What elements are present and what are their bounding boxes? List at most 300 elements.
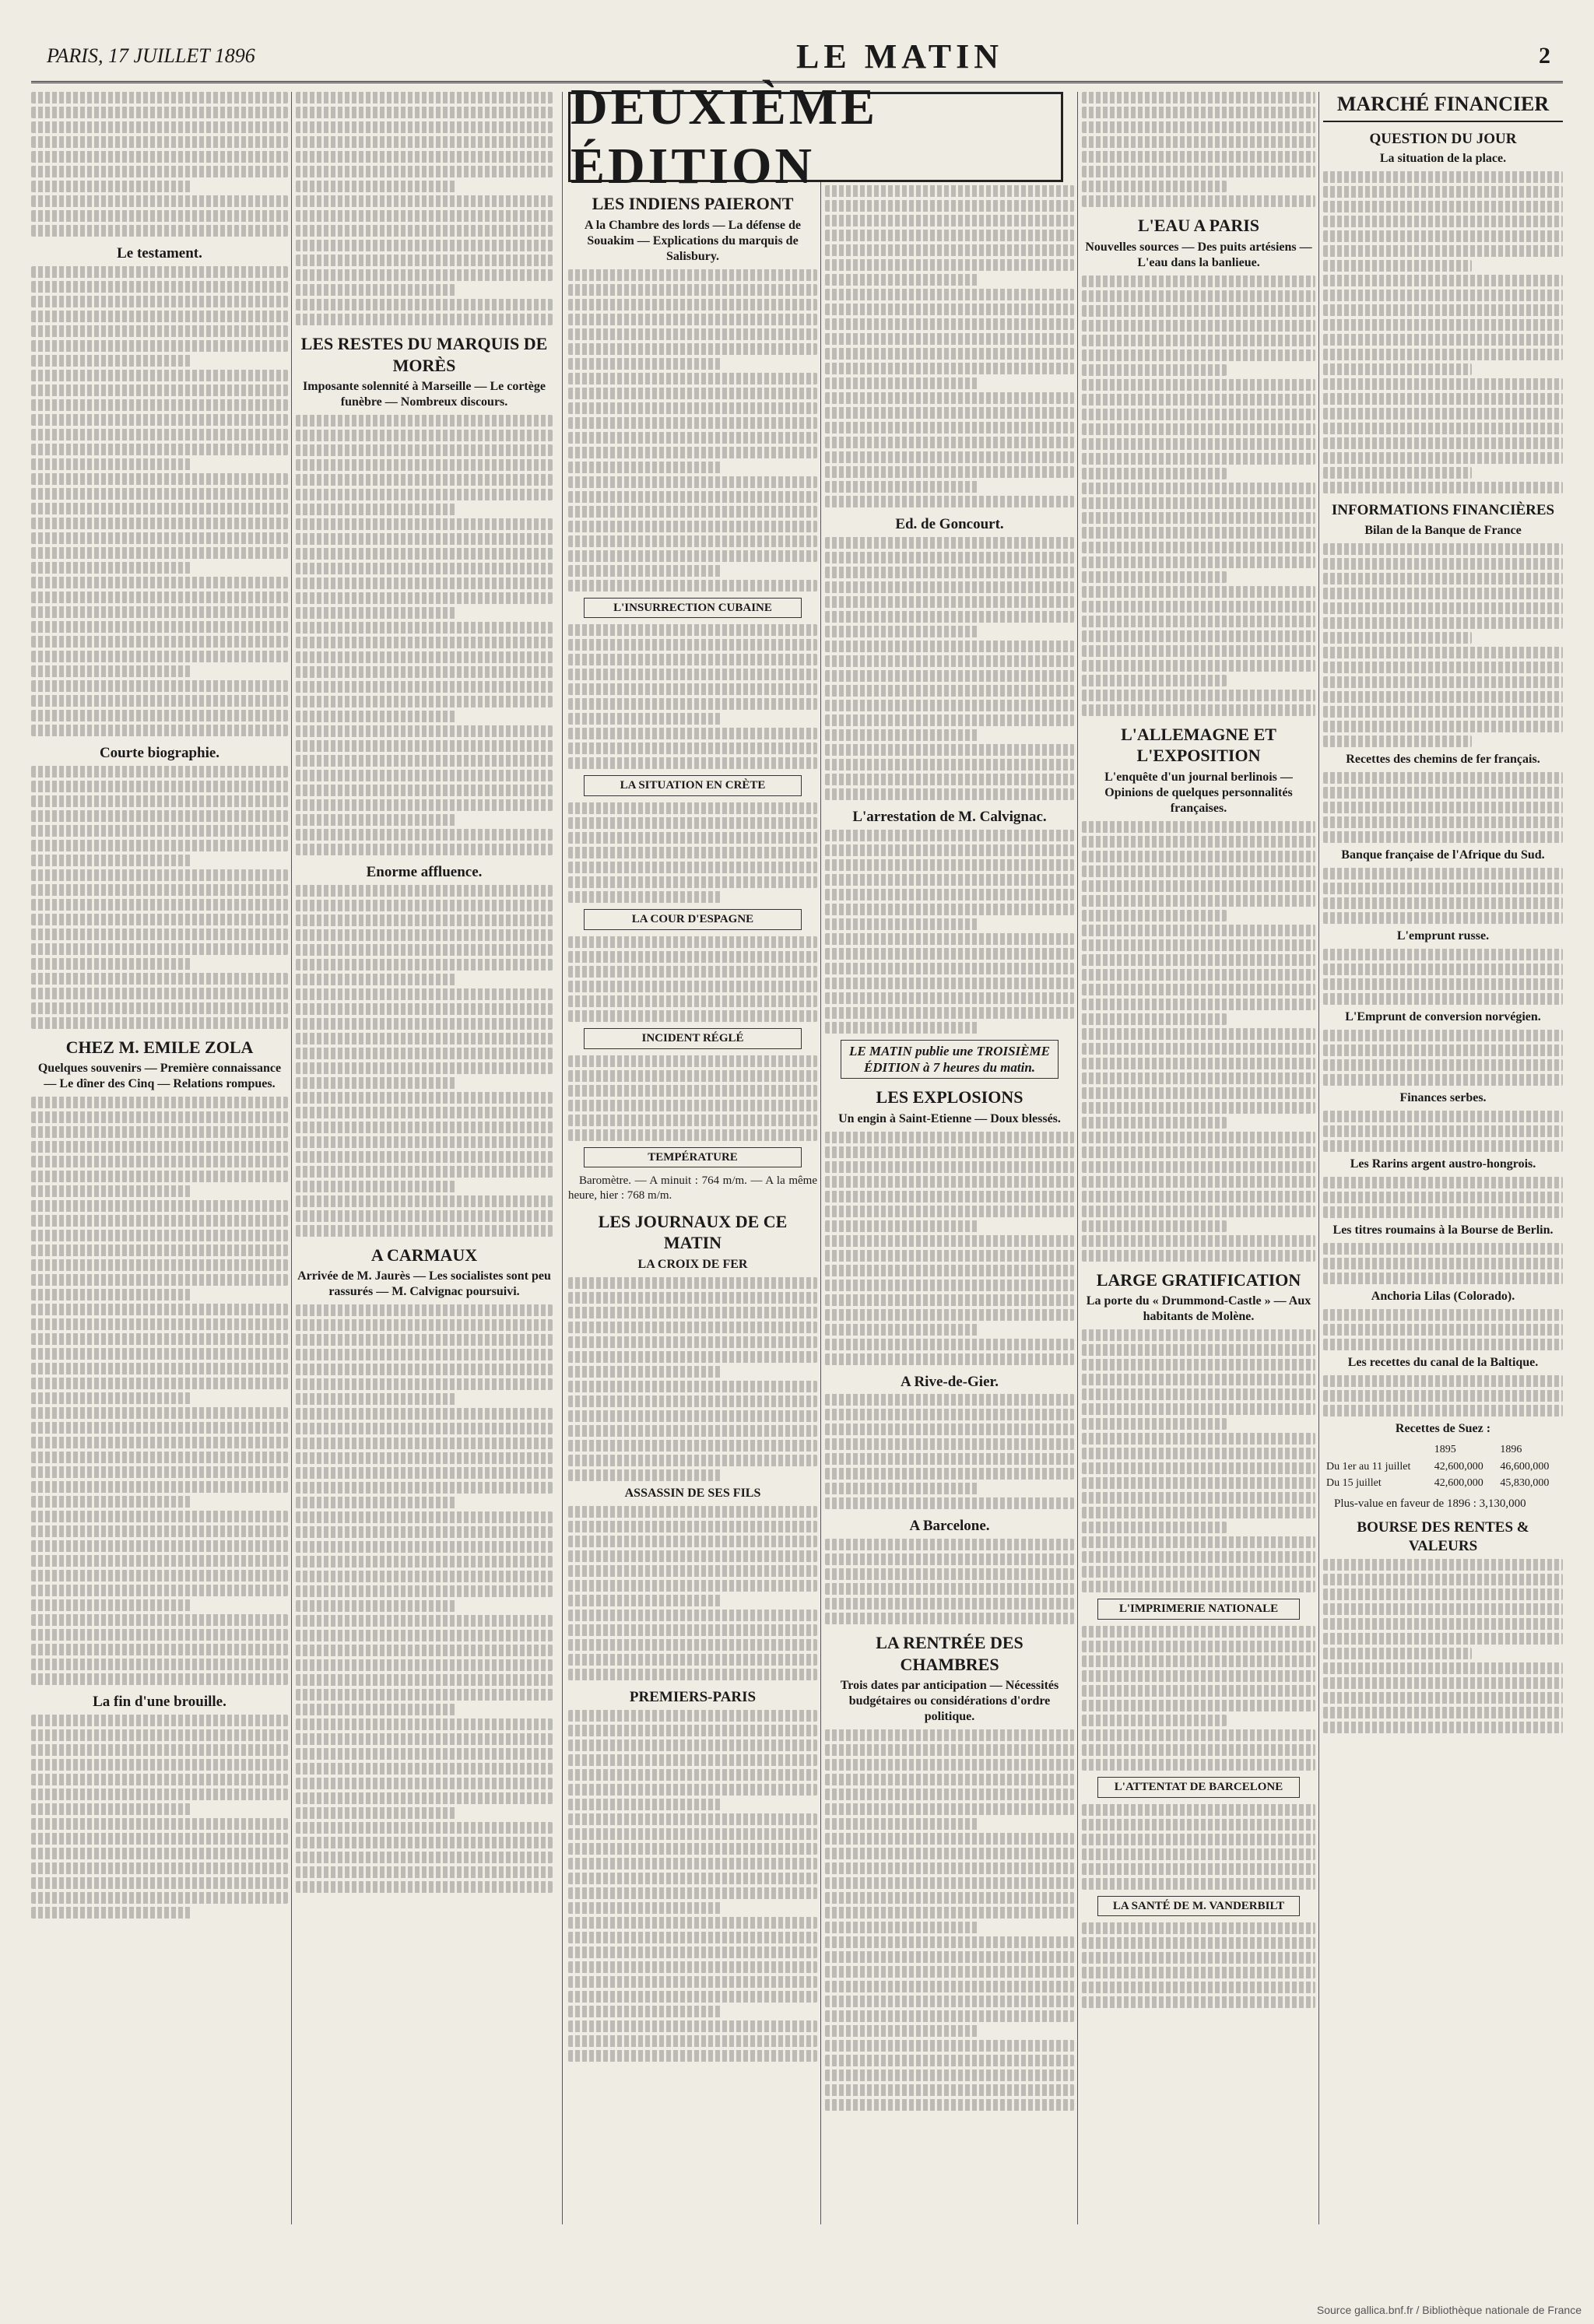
text-line-placeholder xyxy=(1323,691,1563,703)
text-line-placeholder xyxy=(568,388,817,399)
text-line-placeholder xyxy=(31,1862,288,1874)
text-line-placeholder xyxy=(825,215,1074,226)
text-line-placeholder xyxy=(825,1936,1074,1948)
text-line-placeholder xyxy=(825,1922,979,1933)
text-line-placeholder xyxy=(296,92,553,104)
suez-note: Plus-value en faveur de 1896 : 3,130,000 xyxy=(1334,1497,1526,1510)
text-line-placeholder xyxy=(825,1438,1074,1450)
text-line-placeholder xyxy=(31,1511,288,1522)
text-line-placeholder xyxy=(568,462,722,473)
text-line-placeholder xyxy=(296,592,553,604)
text-line-placeholder xyxy=(825,1468,1074,1480)
text-line-placeholder xyxy=(568,1784,817,1796)
text-line-placeholder xyxy=(31,429,288,441)
text-line-placeholder xyxy=(1323,452,1563,464)
text-line-placeholder xyxy=(1323,186,1563,198)
year-header: 1895 xyxy=(1434,1444,1456,1455)
text-line-placeholder xyxy=(1323,1177,1563,1188)
text-line-placeholder xyxy=(568,1010,817,1022)
section-box-heading: INCIDENT RÉGLÉ xyxy=(584,1028,802,1049)
text-line-placeholder xyxy=(1082,836,1315,848)
text-line-placeholder xyxy=(568,1381,817,1392)
text-line-placeholder xyxy=(31,1729,288,1741)
text-line-placeholder xyxy=(825,992,1074,1004)
text-line-placeholder xyxy=(31,695,288,707)
text-line-placeholder xyxy=(568,639,817,651)
text-line-placeholder xyxy=(296,1556,553,1567)
text-line-placeholder xyxy=(31,399,288,411)
text-line-placeholder xyxy=(1082,704,1315,716)
text-line-placeholder xyxy=(296,1334,553,1346)
text-line-placeholder xyxy=(568,1654,817,1666)
section-heading: Enorme affluence. xyxy=(366,864,483,880)
text-line-placeholder xyxy=(568,2020,817,2032)
section-heading: LA RENTRÉE DES CHAMBRES xyxy=(876,1633,1023,1674)
text-line-placeholder xyxy=(296,1852,553,1863)
text-line-placeholder xyxy=(1082,1403,1315,1415)
text-line-placeholder xyxy=(1082,821,1315,833)
text-line-placeholder xyxy=(296,622,553,634)
text-line-placeholder xyxy=(296,459,553,471)
text-line-placeholder xyxy=(1082,1729,1315,1741)
text-line-placeholder xyxy=(568,1277,817,1289)
text-line-placeholder xyxy=(825,700,1074,711)
text-line-placeholder xyxy=(568,1858,817,1869)
text-line-placeholder xyxy=(31,151,288,163)
text-line-placeholder xyxy=(1082,468,1227,479)
text-line-placeholder xyxy=(296,1585,553,1597)
text-line-placeholder xyxy=(825,844,1074,856)
text-line-placeholder xyxy=(568,742,817,754)
text-line-placeholder xyxy=(31,825,288,837)
text-line-placeholder xyxy=(1082,166,1315,177)
text-line-placeholder xyxy=(31,795,288,807)
section-heading: LES INDIENS PAIERONT xyxy=(592,194,794,213)
text-line-placeholder xyxy=(568,1506,817,1518)
issue-date: PARIS, 17 JUILLET 1896 xyxy=(47,44,255,67)
text-line-placeholder xyxy=(825,641,1074,652)
text-line-placeholder xyxy=(1082,483,1315,494)
text-line-placeholder xyxy=(568,1873,817,1884)
text-line-placeholder xyxy=(1323,1309,1563,1321)
text-line-placeholder xyxy=(31,1378,288,1389)
table-row: Du 1er au 11 juillet 42,600,000 46,600,000 xyxy=(1326,1460,1550,1473)
text-line-placeholder xyxy=(1082,1655,1315,1667)
text-line-placeholder xyxy=(1323,617,1563,629)
text-line-placeholder xyxy=(296,785,553,796)
text-line-placeholder xyxy=(296,725,553,737)
text-line-placeholder xyxy=(296,1778,553,1789)
text-line-placeholder xyxy=(825,1981,1074,1992)
text-line-placeholder xyxy=(568,1521,817,1532)
text-line-placeholder xyxy=(31,444,288,455)
text-line-placeholder xyxy=(296,577,553,589)
text-line-placeholder xyxy=(296,814,455,826)
text-line-placeholder xyxy=(568,417,817,429)
text-line-placeholder xyxy=(825,481,979,493)
text-line-placeholder xyxy=(568,847,817,858)
text-line-placeholder xyxy=(31,210,288,222)
text-line-placeholder xyxy=(1082,542,1315,553)
text-line-placeholder xyxy=(825,948,1074,960)
text-line-placeholder xyxy=(31,725,288,736)
text-line-placeholder xyxy=(825,830,1074,841)
text-line-placeholder xyxy=(31,973,288,985)
text-line-placeholder xyxy=(296,1763,553,1775)
text-line-placeholder xyxy=(31,488,288,500)
text-line-placeholder xyxy=(1082,586,1315,598)
text-line-placeholder xyxy=(296,195,553,207)
text-line-placeholder xyxy=(568,314,817,325)
text-line-placeholder xyxy=(296,489,553,500)
text-line-placeholder xyxy=(1323,1722,1563,1733)
text-line-placeholder xyxy=(1323,1125,1563,1137)
text-line-placeholder xyxy=(31,1274,288,1286)
text-line-placeholder xyxy=(1323,423,1563,434)
text-line-placeholder xyxy=(31,1833,288,1845)
text-line-placeholder xyxy=(1082,512,1315,524)
text-line-placeholder xyxy=(825,1613,1074,1624)
text-line-placeholder xyxy=(31,577,288,588)
text-line-placeholder xyxy=(568,402,817,414)
text-line-placeholder xyxy=(296,269,553,281)
text-line-placeholder xyxy=(31,1759,288,1771)
text-line-placeholder xyxy=(568,1595,722,1606)
text-line-placeholder xyxy=(296,151,553,163)
text-line-placeholder xyxy=(568,1624,817,1636)
text-line-placeholder xyxy=(1082,276,1315,287)
text-line-placeholder xyxy=(1082,1834,1315,1845)
text-line-placeholder xyxy=(31,1774,288,1785)
text-line-placeholder xyxy=(296,1482,553,1494)
text-line-placeholder xyxy=(1082,1132,1315,1143)
section-subheading: LA CROIX DE FER xyxy=(637,1257,748,1271)
text-line-placeholder xyxy=(31,1002,288,1014)
text-line-placeholder xyxy=(1082,1848,1315,1860)
text-line-placeholder xyxy=(568,1947,817,1958)
text-line-placeholder xyxy=(825,1022,979,1034)
text-line-placeholder xyxy=(296,474,553,486)
text-line-placeholder xyxy=(568,373,817,384)
text-line-placeholder xyxy=(568,683,817,695)
text-line-placeholder xyxy=(1082,571,1227,583)
text-line-placeholder xyxy=(296,1674,553,1686)
text-line-placeholder xyxy=(1323,482,1563,493)
text-line-placeholder xyxy=(1323,1044,1563,1056)
text-line-placeholder xyxy=(1082,1922,1315,1934)
text-line-placeholder xyxy=(1082,335,1315,346)
text-line-placeholder xyxy=(568,713,722,725)
text-line-placeholder xyxy=(1082,453,1315,465)
section-heading: INFORMATIONS FINANCIÈRES xyxy=(1331,502,1555,519)
text-line-placeholder xyxy=(1323,993,1563,1005)
text-line-placeholder xyxy=(568,299,817,311)
text-line-placeholder xyxy=(1323,1192,1563,1203)
text-line-placeholder xyxy=(31,1259,288,1271)
text-line-placeholder xyxy=(31,1555,288,1567)
text-line-placeholder xyxy=(825,774,1074,785)
text-line-placeholder xyxy=(296,1837,553,1848)
text-line-placeholder xyxy=(31,1659,288,1670)
text-line-placeholder xyxy=(825,2025,979,2037)
text-line-placeholder xyxy=(1082,305,1315,317)
text-line-placeholder xyxy=(825,1996,1074,2007)
text-line-placeholder xyxy=(31,1289,191,1301)
text-line-placeholder xyxy=(296,915,553,926)
text-line-placeholder xyxy=(825,889,1074,900)
text-line-placeholder xyxy=(296,255,553,266)
text-line-placeholder xyxy=(1323,978,1563,990)
text-line-placeholder xyxy=(568,669,817,680)
text-line-placeholder xyxy=(1323,260,1472,272)
text-line-placeholder xyxy=(1323,1618,1563,1630)
text-line-placeholder xyxy=(1323,1339,1563,1350)
text-line-placeholder xyxy=(568,728,817,739)
text-line-placeholder xyxy=(1323,1206,1563,1218)
text-line-placeholder xyxy=(1082,1937,1315,1949)
source-credit: Source gallica.bnf.fr / Bibliothèque nationale de France xyxy=(1316,2304,1582,2316)
section-heading: Ed. de Goncourt. xyxy=(895,516,1004,532)
text-line-placeholder xyxy=(1323,334,1563,346)
text-line-placeholder xyxy=(1323,1603,1563,1615)
text-line-placeholder xyxy=(296,181,455,192)
text-line-placeholder xyxy=(31,651,288,662)
text-line-placeholder xyxy=(568,654,817,665)
text-line-placeholder xyxy=(1323,1677,1563,1689)
text-line-placeholder xyxy=(568,535,817,547)
text-line-placeholder xyxy=(31,1481,288,1493)
text-line-placeholder xyxy=(296,1452,553,1464)
text-line-placeholder xyxy=(568,1917,817,1929)
text-line-placeholder xyxy=(296,1210,553,1222)
text-line-placeholder xyxy=(296,299,553,311)
text-line-placeholder xyxy=(1082,1952,1315,1964)
text-line-placeholder xyxy=(1082,556,1315,568)
column-1 xyxy=(31,92,288,2224)
section-heading: CHEZ M. EMILE ZOLA xyxy=(65,1037,254,1057)
text-line-placeholder xyxy=(1082,1819,1315,1831)
section-subheading: Recettes des chemins de fer français. xyxy=(1346,753,1540,766)
text-line-placeholder xyxy=(31,1333,288,1345)
text-line-placeholder xyxy=(31,1111,288,1123)
text-line-placeholder xyxy=(825,1951,1074,1963)
text-line-placeholder xyxy=(31,1614,288,1626)
text-line-placeholder xyxy=(1082,601,1315,613)
text-line-placeholder xyxy=(31,1744,288,1756)
text-line-placeholder xyxy=(31,1803,191,1815)
text-line-placeholder xyxy=(568,1455,817,1466)
text-line-placeholder xyxy=(296,1423,553,1434)
text-line-placeholder xyxy=(568,1710,817,1722)
text-line-placeholder xyxy=(1082,1388,1315,1400)
text-line-placeholder xyxy=(1082,1670,1315,1682)
text-line-placeholder xyxy=(1323,772,1563,784)
text-line-placeholder xyxy=(31,1892,288,1904)
text-line-placeholder xyxy=(1082,1359,1315,1371)
text-line-placeholder xyxy=(825,978,1074,989)
section-box-heading: LA COUR D'ESPAGNE xyxy=(584,909,802,930)
text-line-placeholder xyxy=(1082,1863,1315,1875)
text-line-placeholder xyxy=(296,1630,553,1641)
text-line-placeholder xyxy=(825,274,979,286)
text-line-placeholder xyxy=(1323,1111,1563,1122)
section-box-heading: LA SANTÉ DE M. VANDERBILT xyxy=(1097,1896,1300,1917)
text-line-placeholder xyxy=(825,904,1074,915)
text-line-placeholder xyxy=(31,1348,288,1360)
text-line-placeholder xyxy=(568,1813,817,1825)
text-line-placeholder xyxy=(296,1195,553,1207)
text-line-placeholder xyxy=(296,415,553,427)
text-line-placeholder xyxy=(296,829,553,841)
text-line-placeholder xyxy=(825,348,1074,360)
text-line-placeholder xyxy=(31,370,288,381)
text-line-placeholder xyxy=(1323,543,1563,555)
text-line-placeholder xyxy=(296,1571,553,1582)
text-line-placeholder xyxy=(825,200,1074,212)
text-line-placeholder xyxy=(1082,136,1315,148)
temperature-reading: Baromètre. — A minuit : 764 m/m. — A la même heure, hier : 768 m/m. xyxy=(568,1174,817,1202)
text-line-placeholder xyxy=(825,918,979,930)
text-line-placeholder xyxy=(1082,349,1315,361)
text-line-placeholder xyxy=(1082,497,1315,509)
section-heading: BOURSE DES RENTES & VALEURS xyxy=(1357,1519,1529,1554)
text-line-placeholder xyxy=(825,451,1074,463)
text-line-placeholder xyxy=(825,596,1074,608)
text-line-placeholder xyxy=(825,611,1074,623)
text-line-placeholder xyxy=(1323,831,1563,843)
text-line-placeholder xyxy=(825,1483,979,1494)
text-line-placeholder xyxy=(31,621,288,633)
section-heading: Le testament. xyxy=(117,245,202,262)
text-line-placeholder xyxy=(31,1156,288,1167)
text-line-placeholder xyxy=(1323,588,1563,599)
text-line-placeholder xyxy=(31,121,288,133)
text-line-placeholder xyxy=(31,781,288,792)
text-line-placeholder xyxy=(296,1408,553,1420)
text-line-placeholder xyxy=(825,581,1074,593)
text-line-placeholder xyxy=(825,1309,1074,1321)
text-line-placeholder xyxy=(568,491,817,503)
text-line-placeholder xyxy=(1323,721,1563,732)
text-line-placeholder xyxy=(568,1070,817,1082)
text-line-placeholder xyxy=(31,1407,288,1419)
text-line-placeholder xyxy=(825,744,1074,756)
text-line-placeholder xyxy=(568,1887,817,1899)
text-line-placeholder xyxy=(296,1225,553,1237)
section-box-heading: LA SITUATION EN CRÈTE xyxy=(584,775,802,796)
text-line-placeholder xyxy=(296,1107,553,1118)
text-line-placeholder xyxy=(1082,394,1315,405)
text-line-placeholder xyxy=(825,1877,1074,1889)
edition-banner: DEUXIÈME ÉDITION xyxy=(568,92,1063,182)
text-line-placeholder xyxy=(825,1892,1074,1904)
text-line-placeholder xyxy=(568,521,817,532)
text-line-placeholder xyxy=(296,444,553,456)
text-line-placeholder xyxy=(825,1774,1074,1785)
text-line-placeholder xyxy=(31,1244,288,1256)
text-line-placeholder xyxy=(1082,1804,1315,1816)
text-line-placeholder xyxy=(1082,1374,1315,1385)
text-line-placeholder xyxy=(1082,865,1315,877)
text-line-placeholder xyxy=(31,1363,288,1374)
text-line-placeholder xyxy=(1082,1996,1315,2008)
section-box-heading: TEMPÉRATURE xyxy=(584,1147,802,1168)
text-line-placeholder xyxy=(1082,1715,1227,1726)
text-line-placeholder xyxy=(31,592,288,603)
text-line-placeholder xyxy=(31,855,191,866)
column-2 xyxy=(296,92,553,2224)
text-line-placeholder xyxy=(296,1077,455,1089)
text-line-placeholder xyxy=(1323,1243,1563,1255)
text-line-placeholder xyxy=(1082,939,1315,951)
section-box-heading: L'ATTENTAT DE BARCELONE xyxy=(1097,1777,1300,1798)
text-line-placeholder xyxy=(1082,1117,1227,1129)
section-heading: L'ALLEMAGNE ET L'EXPOSITION xyxy=(1121,724,1276,765)
text-line-placeholder xyxy=(568,580,817,592)
section-subheading: ASSASSIN DE SES FILS xyxy=(624,1486,761,1500)
text-line-placeholder xyxy=(568,343,817,355)
text-line-placeholder xyxy=(1082,1013,1227,1025)
text-line-placeholder xyxy=(31,1452,288,1463)
text-line-placeholder xyxy=(1082,1878,1315,1890)
text-line-placeholder xyxy=(296,1166,553,1178)
text-line-placeholder xyxy=(296,240,553,251)
text-line-placeholder xyxy=(568,1395,817,1407)
text-line-placeholder xyxy=(1082,1700,1315,1711)
text-line-placeholder xyxy=(568,995,817,1007)
text-line-placeholder xyxy=(296,1438,553,1449)
text-line-placeholder xyxy=(825,2084,1074,2096)
text-line-placeholder xyxy=(825,318,1074,330)
section-subheading: Trois dates par anticipation — Nécessités budgétaires ou considérations d'ordre politique. xyxy=(840,1679,1059,1723)
text-line-placeholder xyxy=(1082,527,1315,539)
text-line-placeholder xyxy=(31,340,288,352)
text-line-placeholder xyxy=(1323,393,1563,405)
column-6 xyxy=(1323,92,1563,2224)
text-line-placeholder xyxy=(296,166,553,177)
section-heading: La fin d'une brouille. xyxy=(93,1694,226,1710)
text-line-placeholder xyxy=(31,636,288,648)
text-line-placeholder xyxy=(568,328,817,340)
text-line-placeholder xyxy=(31,1017,288,1029)
text-line-placeholder xyxy=(568,1469,722,1481)
text-line-placeholder xyxy=(1323,1030,1563,1041)
text-line-placeholder xyxy=(825,655,1074,667)
text-line-placeholder xyxy=(1082,423,1315,435)
section-subheading: La situation de la place. xyxy=(1379,152,1507,166)
section-heading: A CARMAUX xyxy=(370,1244,478,1265)
text-line-placeholder xyxy=(568,2050,817,2062)
text-line-placeholder xyxy=(1323,868,1563,879)
section-subheading: A la Chambre des lords — La défense de Souakim — Explications du marquis de Salisbury. xyxy=(585,218,801,263)
section-subheading: Arrivée de M. Jaurès — Les socialistes sont peu rassurés — M. Calvignac poursuivi. xyxy=(297,1269,551,1299)
text-line-placeholder xyxy=(1082,107,1315,118)
text-line-placeholder xyxy=(296,1122,553,1133)
text-line-placeholder xyxy=(31,225,288,237)
text-line-placeholder xyxy=(825,1409,1074,1420)
text-line-placeholder xyxy=(296,548,553,560)
text-line-placeholder xyxy=(825,1583,1074,1595)
column-5 xyxy=(1082,92,1315,2224)
section-heading: L'arrestation de M. Calvignac. xyxy=(852,808,1047,825)
text-line-placeholder xyxy=(825,1789,1074,1800)
text-line-placeholder xyxy=(1082,1191,1315,1202)
text-line-placeholder xyxy=(825,874,1074,886)
text-line-placeholder xyxy=(296,974,455,985)
text-line-placeholder xyxy=(568,1550,817,1562)
text-line-placeholder xyxy=(825,537,1074,549)
text-line-placeholder xyxy=(825,1250,1074,1262)
